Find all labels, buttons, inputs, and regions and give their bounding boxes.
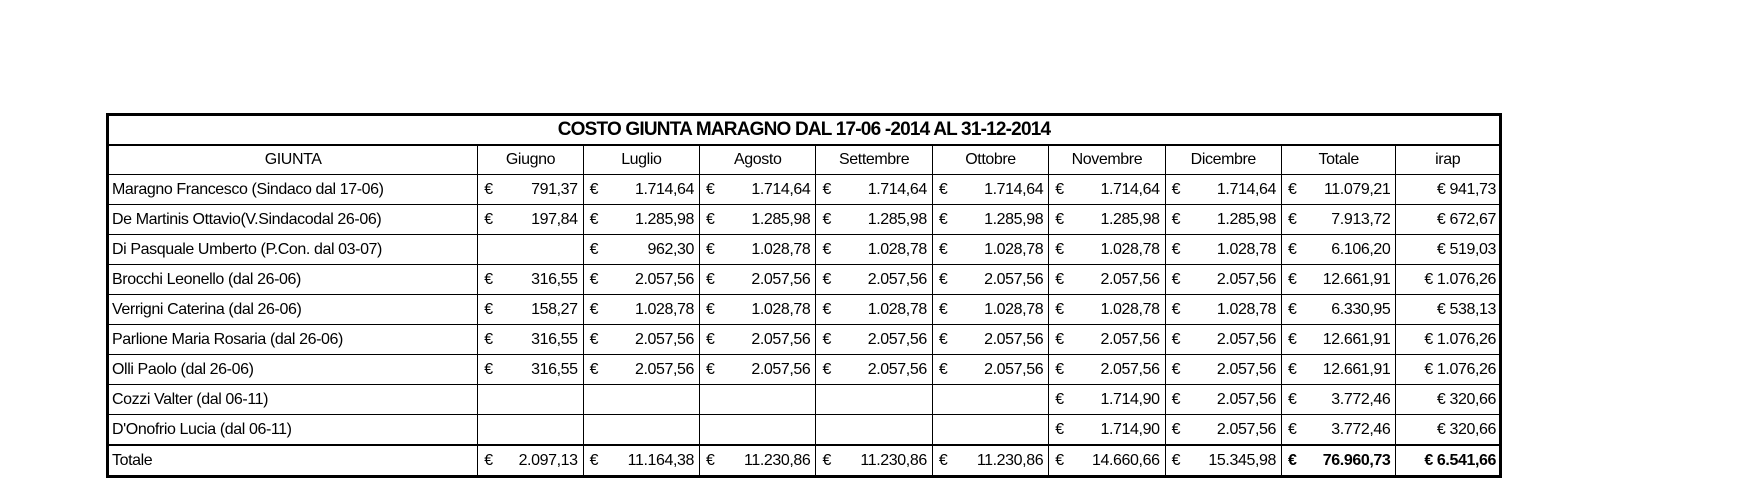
currency-symbol: € (583, 235, 613, 265)
amount-cell: 2.057,56 (1195, 415, 1281, 446)
currency-symbol: € (1165, 385, 1195, 415)
amount-cell: 12.661,91 (1312, 325, 1396, 355)
currency-symbol: € (1049, 445, 1079, 477)
irap-cell: € 1.076,26 (1396, 355, 1501, 385)
amount-cell: 2.057,56 (613, 355, 699, 385)
currency-symbol: € (1165, 205, 1195, 235)
empty-cell (508, 415, 583, 446)
amount-cell: 12.661,91 (1312, 355, 1396, 385)
amount-cell: 2.057,56 (613, 325, 699, 355)
amount-cell: 11.079,21 (1312, 175, 1396, 205)
currency-symbol: € (1049, 415, 1079, 446)
table-row (108, 325, 1501, 355)
table-row (108, 415, 1501, 446)
member-name: Maragno Francesco (Sindaco dal 17-06) (108, 175, 478, 205)
irap-cell: € 538,13 (1396, 295, 1501, 325)
currency-symbol: € (583, 265, 613, 295)
amount-cell: 1.714,64 (1195, 175, 1281, 205)
amount-cell: 1.028,78 (1195, 235, 1281, 265)
currency-symbol: € (478, 325, 508, 355)
header-giunta: GIUNTA (108, 145, 478, 175)
amount-cell: 1.714,64 (846, 175, 932, 205)
empty-cell (846, 385, 932, 415)
header-settembre: Settembre (816, 145, 932, 175)
table-row (108, 385, 1501, 415)
irap-cell: € 941,73 (1396, 175, 1501, 205)
table-row (108, 295, 1501, 325)
amount-cell: 1.714,64 (1079, 175, 1165, 205)
currency-symbol: € (816, 265, 846, 295)
irap-cell: € 519,03 (1396, 235, 1501, 265)
empty-cell (700, 385, 730, 415)
amount-cell: 1.028,78 (962, 235, 1048, 265)
title-row (108, 115, 1501, 146)
currency-symbol: € (478, 295, 508, 325)
amount-cell: 2.057,56 (846, 265, 932, 295)
amount-cell: 11.230,86 (846, 445, 932, 477)
irap-cell: € 1.076,26 (1396, 265, 1501, 295)
currency-symbol: € (1049, 325, 1079, 355)
amount-cell: 158,27 (508, 295, 583, 325)
amount-cell: 2.057,56 (846, 355, 932, 385)
amount-cell: 3.772,46 (1312, 415, 1396, 446)
currency-symbol: € (700, 325, 730, 355)
currency-symbol: € (816, 445, 846, 477)
currency-symbol: € (583, 175, 613, 205)
empty-cell (730, 415, 816, 446)
currency-symbol: € (1282, 235, 1312, 265)
currency-symbol: € (478, 175, 508, 205)
amount-cell: 1.285,98 (613, 205, 699, 235)
currency-symbol: € (700, 355, 730, 385)
amount-cell: 2.057,56 (1079, 355, 1165, 385)
currency-symbol: € (1165, 265, 1195, 295)
member-name: Verrigni Caterina (dal 26-06) (108, 295, 478, 325)
currency-symbol: € (700, 205, 730, 235)
currency-symbol: € (932, 355, 962, 385)
table-row (108, 265, 1501, 295)
header-irap: irap (1396, 145, 1501, 175)
amount-cell: 6.330,95 (1312, 295, 1396, 325)
amount-cell: 2.057,56 (1195, 265, 1281, 295)
amount-cell: 2.057,56 (1079, 325, 1165, 355)
currency-symbol: € (932, 175, 962, 205)
member-name: D'Onofrio Lucia (dal 06-11) (108, 415, 478, 446)
currency-symbol: € (816, 295, 846, 325)
currency-symbol: € (932, 265, 962, 295)
empty-cell (932, 385, 962, 415)
header-agosto: Agosto (700, 145, 816, 175)
table-title: COSTO GIUNTA MARAGNO DAL 17-06 -2014 AL 31-12-2014 (108, 115, 1501, 146)
amount-cell: 2.057,56 (962, 325, 1048, 355)
currency-symbol: € (700, 175, 730, 205)
cost-table (106, 113, 1502, 478)
currency-symbol: € (583, 295, 613, 325)
currency-symbol: € (700, 235, 730, 265)
currency-symbol: € (478, 445, 508, 477)
header-luglio: Luglio (583, 145, 699, 175)
empty-cell (583, 385, 613, 415)
currency-symbol: € (1282, 265, 1312, 295)
amount-cell: 316,55 (508, 265, 583, 295)
amount-cell: 11.230,86 (962, 445, 1048, 477)
currency-symbol: € (932, 205, 962, 235)
empty-cell (613, 385, 699, 415)
currency-symbol: € (1165, 355, 1195, 385)
header-giugno: Giugno (478, 145, 583, 175)
currency-symbol: € (700, 265, 730, 295)
empty-cell (932, 415, 962, 446)
amount-cell: 2.057,56 (730, 265, 816, 295)
amount-cell: 1.285,98 (846, 205, 932, 235)
amount-cell: 1.028,78 (1079, 235, 1165, 265)
currency-symbol: € (1282, 445, 1312, 477)
amount-cell: 2.057,56 (730, 325, 816, 355)
currency-symbol: € (583, 325, 613, 355)
currency-symbol: € (1165, 295, 1195, 325)
empty-cell (478, 385, 508, 415)
amount-cell: 7.913,72 (1312, 205, 1396, 235)
currency-symbol: € (816, 175, 846, 205)
table-row (108, 205, 1501, 235)
currency-symbol: € (816, 325, 846, 355)
currency-symbol: € (1165, 235, 1195, 265)
empty-cell (508, 235, 583, 265)
member-name: Parlione Maria Rosaria (dal 26-06) (108, 325, 478, 355)
amount-cell: 1.714,64 (730, 175, 816, 205)
amount-cell: 1.028,78 (730, 235, 816, 265)
irap-cell: € 320,66 (1396, 415, 1501, 446)
currency-symbol: € (932, 325, 962, 355)
currency-symbol: € (1049, 175, 1079, 205)
irap-cell: € 1.076,26 (1396, 325, 1501, 355)
empty-cell (846, 415, 932, 446)
currency-symbol: € (478, 265, 508, 295)
currency-symbol: € (816, 205, 846, 235)
amount-cell: 76.960,73 (1312, 445, 1396, 477)
amount-cell: 2.097,13 (508, 445, 583, 477)
amount-cell: 1.285,98 (730, 205, 816, 235)
amount-cell: 2.057,56 (1195, 385, 1281, 415)
currency-symbol: € (1282, 205, 1312, 235)
empty-cell (613, 415, 699, 446)
currency-symbol: € (932, 295, 962, 325)
currency-symbol: € (1049, 205, 1079, 235)
amount-cell: 316,55 (508, 355, 583, 385)
amount-cell: 1.714,90 (1079, 415, 1165, 446)
table-row (108, 355, 1501, 385)
currency-symbol: € (583, 205, 613, 235)
currency-symbol: € (1049, 385, 1079, 415)
member-name: Totale (108, 445, 478, 477)
currency-symbol: € (932, 235, 962, 265)
amount-cell: 1.285,98 (1079, 205, 1165, 235)
currency-symbol: € (1165, 175, 1195, 205)
currency-symbol: € (1165, 445, 1195, 477)
empty-cell (816, 415, 846, 446)
currency-symbol: € (1049, 235, 1079, 265)
amount-cell: 11.164,38 (613, 445, 699, 477)
member-name: De Martinis Ottavio(V.Sindacodal 26-06) (108, 205, 478, 235)
amount-cell: 2.057,56 (962, 265, 1048, 295)
table-row (108, 175, 1501, 205)
amount-cell: 1.285,98 (962, 205, 1048, 235)
amount-cell: 1.028,78 (846, 235, 932, 265)
irap-cell: € 320,66 (1396, 385, 1501, 415)
empty-cell (583, 415, 613, 446)
currency-symbol: € (478, 355, 508, 385)
amount-cell: 6.106,20 (1312, 235, 1396, 265)
amount-cell: 1.714,64 (962, 175, 1048, 205)
currency-symbol: € (816, 235, 846, 265)
currency-symbol: € (1049, 355, 1079, 385)
currency-symbol: € (478, 205, 508, 235)
amount-cell: 2.057,56 (962, 355, 1048, 385)
member-name: Brocchi Leonello (dal 26-06) (108, 265, 478, 295)
amount-cell: 2.057,56 (730, 355, 816, 385)
amount-cell: 15.345,98 (1195, 445, 1281, 477)
amount-cell: 1.028,78 (846, 295, 932, 325)
currency-symbol: € (700, 295, 730, 325)
amount-cell: 791,37 (508, 175, 583, 205)
currency-symbol: € (932, 445, 962, 477)
amount-cell: 1.028,78 (730, 295, 816, 325)
currency-symbol: € (816, 355, 846, 385)
currency-symbol: € (1282, 415, 1312, 446)
currency-symbol: € (1049, 295, 1079, 325)
empty-cell (730, 385, 816, 415)
amount-cell: 1.285,98 (1195, 205, 1281, 235)
empty-cell (816, 385, 846, 415)
table-row (108, 235, 1501, 265)
amount-cell: 3.772,46 (1312, 385, 1396, 415)
amount-cell: 1.028,78 (613, 295, 699, 325)
amount-cell: 316,55 (508, 325, 583, 355)
amount-cell: 1.714,64 (613, 175, 699, 205)
amount-cell: 2.057,56 (613, 265, 699, 295)
amount-cell: 1.714,90 (1079, 385, 1165, 415)
currency-symbol: € (1282, 385, 1312, 415)
empty-cell (700, 415, 730, 446)
header-dicembre: Dicembre (1165, 145, 1281, 175)
currency-symbol: € (1049, 265, 1079, 295)
irap-cell: € 672,67 (1396, 205, 1501, 235)
header-row (108, 145, 1501, 175)
header-novembre: Novembre (1049, 145, 1165, 175)
header-ottobre: Ottobre (932, 145, 1048, 175)
currency-symbol: € (1282, 295, 1312, 325)
amount-cell: 2.057,56 (846, 325, 932, 355)
member-name: Di Pasquale Umberto (P.Con. dal 03-07) (108, 235, 478, 265)
amount-cell: 197,84 (508, 205, 583, 235)
amount-cell: 2.057,56 (1079, 265, 1165, 295)
amount-cell: 1.028,78 (1195, 295, 1281, 325)
empty-cell (478, 415, 508, 446)
header-totale: Totale (1282, 145, 1396, 175)
empty-cell (962, 385, 1048, 415)
currency-symbol: € (583, 355, 613, 385)
amount-cell: 1.028,78 (962, 295, 1048, 325)
currency-symbol: € (700, 445, 730, 477)
irap-cell: € 6.541,66 (1396, 445, 1501, 477)
member-name: Olli Paolo (dal 26-06) (108, 355, 478, 385)
currency-symbol: € (1282, 325, 1312, 355)
empty-cell (478, 235, 508, 265)
amount-cell: 11.230,86 (730, 445, 816, 477)
amount-cell: 2.057,56 (1195, 355, 1281, 385)
amount-cell: 2.057,56 (1195, 325, 1281, 355)
currency-symbol: € (1282, 175, 1312, 205)
amount-cell: 1.028,78 (1079, 295, 1165, 325)
currency-symbol: € (1165, 325, 1195, 355)
total-row (108, 445, 1501, 477)
amount-cell: 962,30 (613, 235, 699, 265)
amount-cell: 14.660,66 (1079, 445, 1165, 477)
empty-cell (508, 385, 583, 415)
currency-symbol: € (583, 445, 613, 477)
member-name: Cozzi Valter (dal 06-11) (108, 385, 478, 415)
currency-symbol: € (1165, 415, 1195, 446)
currency-symbol: € (1282, 355, 1312, 385)
amount-cell: 12.661,91 (1312, 265, 1396, 295)
empty-cell (962, 415, 1048, 446)
